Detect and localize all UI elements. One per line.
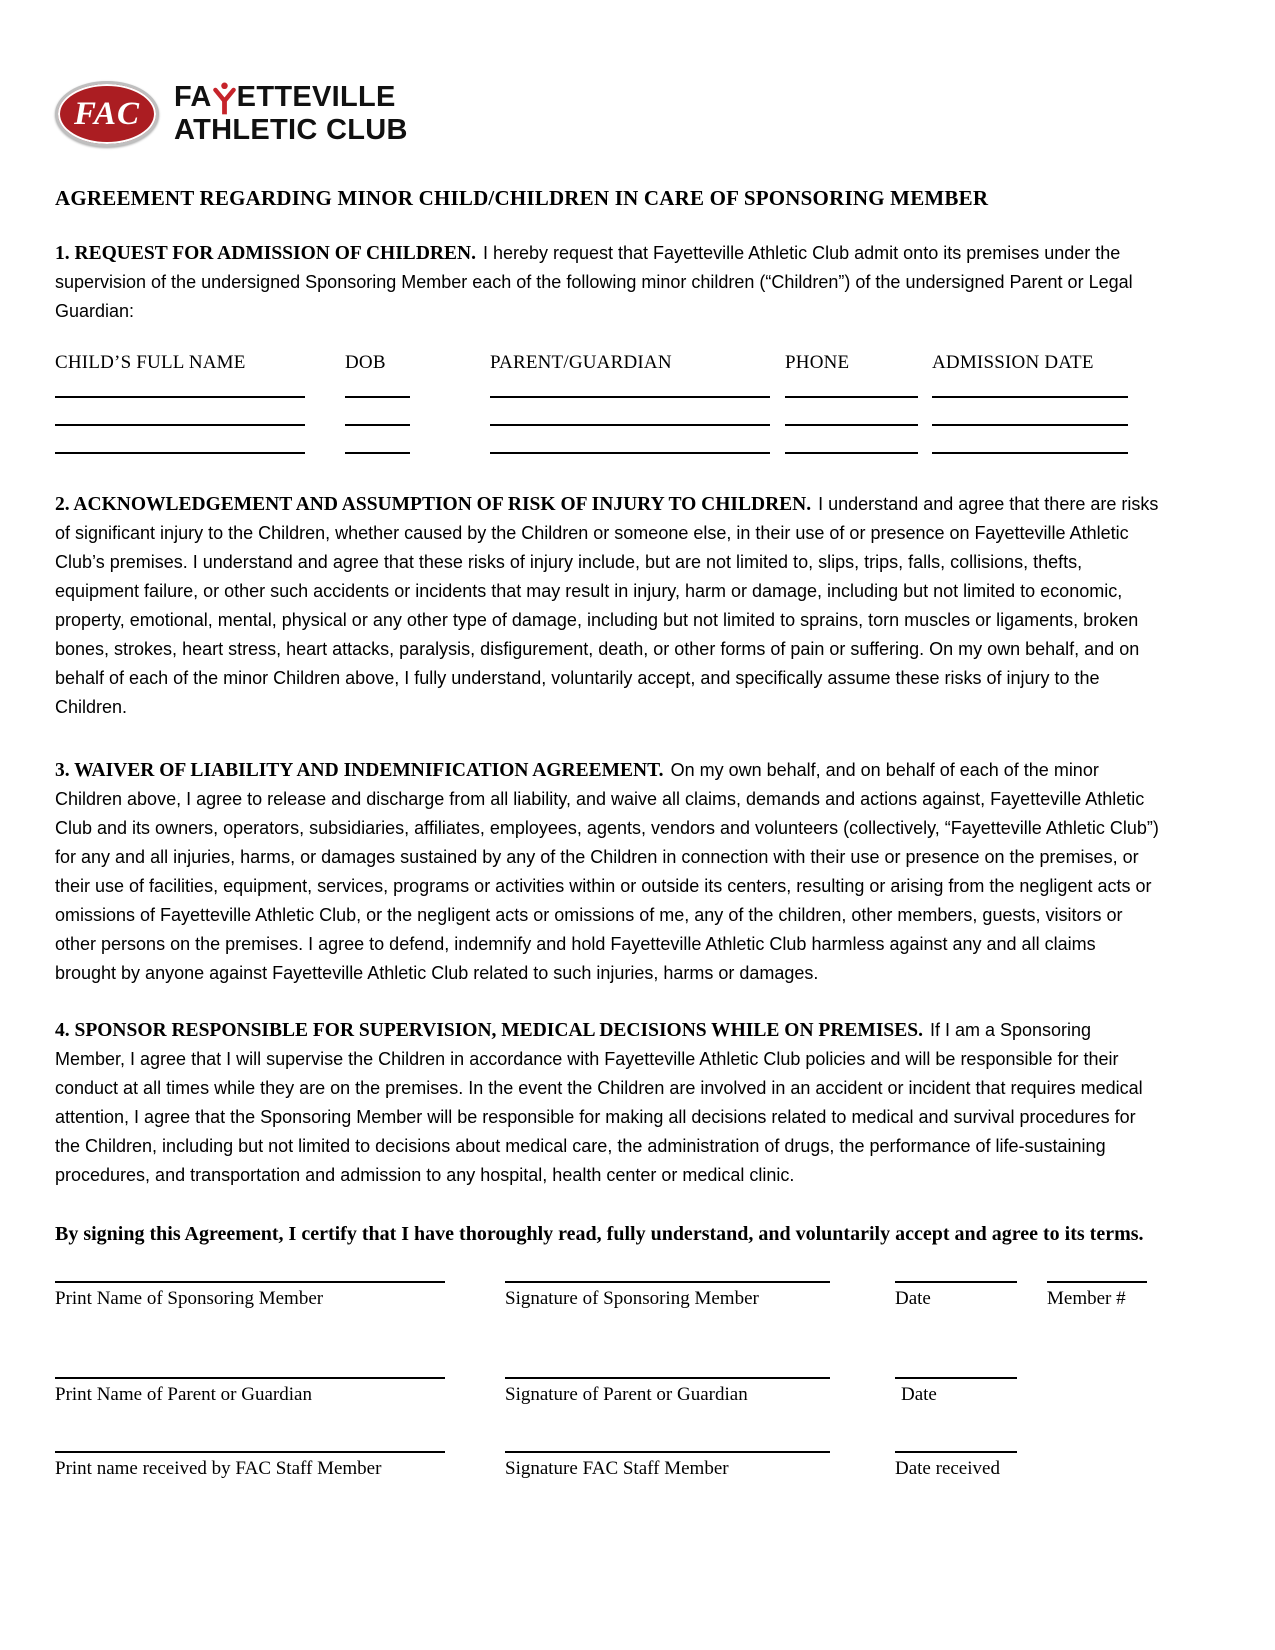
parent-guardian-blank-line xyxy=(490,396,770,398)
col-header-dob: DOB xyxy=(345,352,386,373)
section-4-heading: 4. SPONSOR RESPONSIBLE FOR SUPERVISION, MEDICAL DECISIONS WHILE ON PREMISES. xyxy=(55,1020,923,1041)
date-received-label: Date received xyxy=(895,1458,1000,1479)
brand-line1-post: ETTEVILLE xyxy=(236,81,396,113)
signature-fac-staff-line xyxy=(505,1451,830,1453)
col-header-child-name: CHILD’S FULL NAME xyxy=(55,352,246,373)
signature-parent-guardian-label: Signature of Parent or Guardian xyxy=(505,1384,748,1405)
children-table-row xyxy=(55,452,1160,454)
col-header-phone: PHONE xyxy=(785,352,850,373)
col-header-admission-date: ADMISSION DATE xyxy=(932,352,1094,373)
fac-badge-text: FAC xyxy=(73,95,140,132)
member-number-label: Member # xyxy=(1047,1288,1126,1309)
child-name-blank-line xyxy=(55,396,305,398)
section-1-body: I hereby request that Fayetteville Athletic Club admit onto its premises under the supervision of the undersigned Sponsoring Member each of the following minor children (“Children”) of the undersigned Parent or Legal Guardian: xyxy=(55,243,1133,321)
brand-line2: ATHLETIC CLUB xyxy=(174,114,408,146)
children-table xyxy=(55,352,1160,454)
fac-oval-badge xyxy=(55,81,159,147)
dob-blank-line xyxy=(345,424,410,426)
section-1 xyxy=(55,239,1160,326)
signature-sponsoring-member-label: Signature of Sponsoring Member xyxy=(505,1288,759,1309)
print-name-sponsoring-member-line xyxy=(55,1281,445,1283)
section-3 xyxy=(55,756,1160,988)
parent-guardian-blank-line xyxy=(490,424,770,426)
brand-name xyxy=(174,81,408,147)
person-arms-up-icon xyxy=(213,81,236,117)
signature-row-fac-staff xyxy=(55,1451,1160,1480)
phone-blank-line xyxy=(785,424,918,426)
document-title: AGREEMENT REGARDING MINOR CHILD/CHILDREN IN CARE OF SPONSORING MEMBER xyxy=(55,186,989,210)
date-line xyxy=(895,1377,1017,1379)
dob-blank-line xyxy=(345,452,410,454)
section-1-heading: 1. REQUEST FOR ADMISSION OF CHILDREN. xyxy=(55,243,476,264)
signature-fac-staff-label: Signature FAC Staff Member xyxy=(505,1458,729,1479)
date-line xyxy=(895,1281,1017,1283)
print-name-sponsoring-member-label: Print Name of Sponsoring Member xyxy=(55,1288,324,1309)
dob-blank-line xyxy=(345,396,410,398)
print-name-parent-guardian-label: Print Name of Parent or Guardian xyxy=(55,1384,312,1405)
child-name-blank-line xyxy=(55,452,305,454)
admission-date-blank-line xyxy=(932,424,1128,426)
print-name-fac-staff-line xyxy=(55,1451,445,1453)
admission-date-blank-line xyxy=(932,396,1128,398)
phone-blank-line xyxy=(785,452,918,454)
brand-line1-pre: FA xyxy=(174,81,212,113)
date-received-line xyxy=(895,1451,1017,1453)
section-3-body: On my own behalf, and on behalf of each of the minor Children above, I agree to release and discharge from all liability, and waive all claims, demands and actions against, Fayetteville Athletic Club and its owners, operators, subsidiaries, affiliates, employees, agents, vendors and volunteers (collectively, “Fayetteville Athletic Club”) for any and all injuries, harms, or damages sustained by any of the Children in connection with their use or presence on the premises, or their use of facilities, equipment, services, programs or activities within or outside its centers, resulting or arising from the negligent acts or omissions of Fayetteville Athletic Club, or the negligent acts or omissions of me, any of the children, other members, guests, visitors or other persons on the premises. I agree to defend, indemnify and hold Fayetteville Athletic Club harmless against any and all claims brought by anyone against Fayetteville Athletic Club related to such injuries, harms or damages. xyxy=(55,760,1159,983)
section-4-body: If I am a Sponsoring Member, I agree that I will supervise the Children in accordance with Fayetteville Athletic Club policies and will be responsible for their conduct at all times while they are on the premises. In the event the Children are involved in an accident or incident that requires medical attention, I agree that the Sponsoring Member will be responsible for making all decisions related to medical and survival procedures for the Children, including but not limited to decisions about medical care, the administration of drugs, the performance of life-sustaining procedures, and transportation and admission to any hospital, health center or medical clinic. xyxy=(55,1020,1143,1185)
member-number-line xyxy=(1047,1281,1147,1283)
admission-date-blank-line xyxy=(932,452,1128,454)
fac-logo xyxy=(55,80,1160,148)
closing-statement: By signing this Agreement, I certify that I have thoroughly read, fully understand, and voluntarily accept and agree to its terms. xyxy=(55,1223,1144,1245)
section-2-heading: 2. ACKNOWLEDGEMENT AND ASSUMPTION OF RISK OF INJURY TO CHILDREN. xyxy=(55,494,812,515)
print-name-parent-guardian-line xyxy=(55,1377,445,1379)
signature-row-parent-guardian xyxy=(55,1377,1160,1406)
child-name-blank-line xyxy=(55,424,305,426)
signature-parent-guardian-line xyxy=(505,1377,830,1379)
col-header-parent-guardian: PARENT/GUARDIAN xyxy=(490,352,672,373)
section-2 xyxy=(55,490,1160,722)
children-table-header xyxy=(55,352,1160,374)
date-label: Date xyxy=(895,1288,931,1309)
children-table-row xyxy=(55,424,1160,426)
section-4 xyxy=(55,1016,1160,1190)
section-3-heading: 3. WAIVER OF LIABILITY AND INDEMNIFICATION AGREEMENT. xyxy=(55,760,664,781)
parent-guardian-blank-line xyxy=(490,452,770,454)
date-label: Date xyxy=(901,1384,937,1405)
signature-sponsoring-member-line xyxy=(505,1281,830,1283)
print-name-fac-staff-label: Print name received by FAC Staff Member xyxy=(55,1458,382,1479)
section-2-body: I understand and agree that there are risks of significant injury to the Children, whether caused by the Children or someone else, in their use of or presence on Fayetteville Athletic Club’s premises. I understand and agree that these risks of injury include, but are not limited to, slips, trips, falls, collisions, thefts, equipment failure, or other such accidents or incidents that may result in injury, harm or damage, including but not limited to economic, property, emotional, mental, physical or any other type of damage, including but not limited to sprains, torn muscles or ligaments, broken bones, strokes, heart stress, heart attacks, paralysis, disfigurement, death, or other forms of pain or suffering. On my own behalf, and on behalf of each of the minor Children above, I fully understand, voluntarily accept, and specifically assume these risks of injury to the Children. xyxy=(55,494,1159,717)
signature-row-sponsoring-member xyxy=(55,1281,1160,1310)
children-table-row xyxy=(55,396,1160,398)
phone-blank-line xyxy=(785,396,918,398)
